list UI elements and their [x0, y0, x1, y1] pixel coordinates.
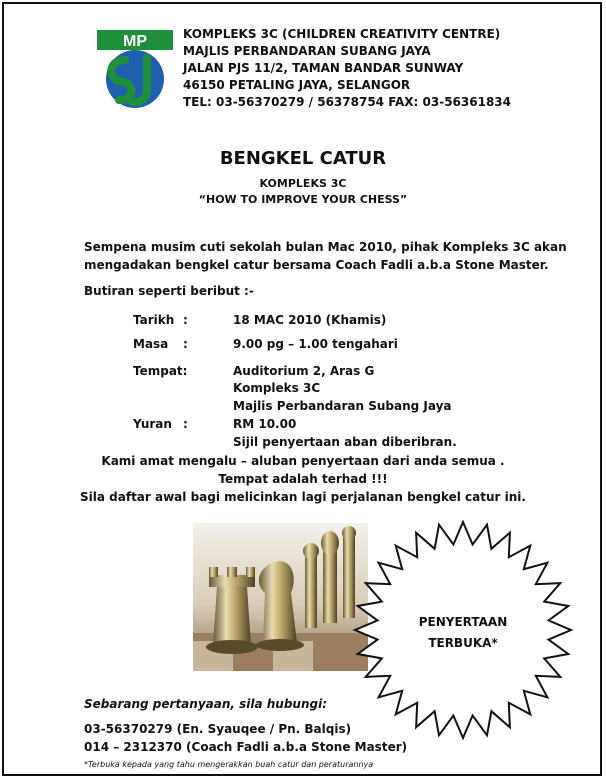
contact-phone1: 03-56370279 (En. Syauqee / Pn. Balqis) — [84, 722, 352, 736]
tempat-label: Tempat: — [133, 364, 188, 378]
masa-value: 9.00 pg – 1.00 tengahari — [233, 337, 398, 351]
tempat-line3: Majlis Perbandaran Subang Jaya — [233, 399, 452, 413]
subtitle-venue: KOMPLEKS 3C — [259, 177, 347, 190]
chess-pieces-photo — [193, 523, 368, 671]
header-contact-line: TEL: 03-56370279 / 56378754 FAX: 03-56361834 — [183, 95, 512, 109]
badge-line1: PENYERTAAN — [418, 615, 508, 629]
welcome-note: Kami amat mengalu – aluban penyertaan dari anda semua . — [101, 454, 505, 468]
footnote: *Terbuka kepada yang tahu mengerakkan buah catur dan peraturannya — [84, 760, 374, 769]
header-council-name: MAJLIS PERBANDARAN SUBANG JAYA — [183, 44, 431, 58]
yuran-label: Yuran — [133, 417, 172, 431]
header-centre-name: KOMPLEKS 3C (CHILDREN CREATIVITY CENTRE) — [183, 27, 501, 41]
masa-label: Masa — [133, 337, 169, 351]
contact-phone2: 014 – 2312370 (Coach Fadli a.b.a Stone Master) — [84, 740, 408, 754]
masa-colon: : — [183, 337, 188, 351]
limited-seats-note: Tempat adalah terhad !!! — [218, 472, 388, 486]
intro-line2: mengadakan bengkel catur bersama Coach Fadli a.b.a Stone Master. — [84, 258, 549, 272]
yuran-colon: : — [183, 417, 188, 431]
intro-line1: Sempena musim cuti sekolah bulan Mac 2010, pihak Kompleks 3C akan — [84, 240, 567, 254]
yuran-value: RM 10.00 — [233, 417, 297, 431]
svg-text:MP: MP — [123, 33, 147, 50]
badge-line2: TERBUKA* — [428, 636, 498, 650]
certificate-note: Sijil penyertaan aban diberibran. — [233, 435, 457, 449]
tarikh-label: Tarikh — [133, 313, 175, 327]
contact-heading: Sebarang pertanyaan, sila hubungi: — [84, 697, 328, 711]
tarikh-value: 18 MAC 2010 (Khamis) — [233, 313, 387, 327]
tarikh-colon: : — [183, 313, 188, 327]
mpsj-logo — [95, 30, 175, 110]
register-note: Sila daftar awal bagi melicinkan lagi perjalanan bengkel catur ini. — [80, 490, 526, 504]
subtitle-theme: “HOW TO IMPROVE YOUR CHESS” — [198, 193, 408, 206]
tempat-line2: Kompleks 3C — [233, 381, 321, 395]
open-participation-badge — [352, 612, 574, 654]
tempat-line1: Auditorium 2, Aras G — [233, 364, 375, 378]
details-heading: Butiran seperti beribut :- — [84, 284, 254, 298]
header-address-line1: JALAN PJS 11/2, TAMAN BANDAR SUNWAY — [183, 61, 464, 75]
page-title: BENGKEL CATUR — [219, 148, 387, 169]
header-address-line2: 46150 PETALING JAYA, SELANGOR — [183, 78, 411, 92]
